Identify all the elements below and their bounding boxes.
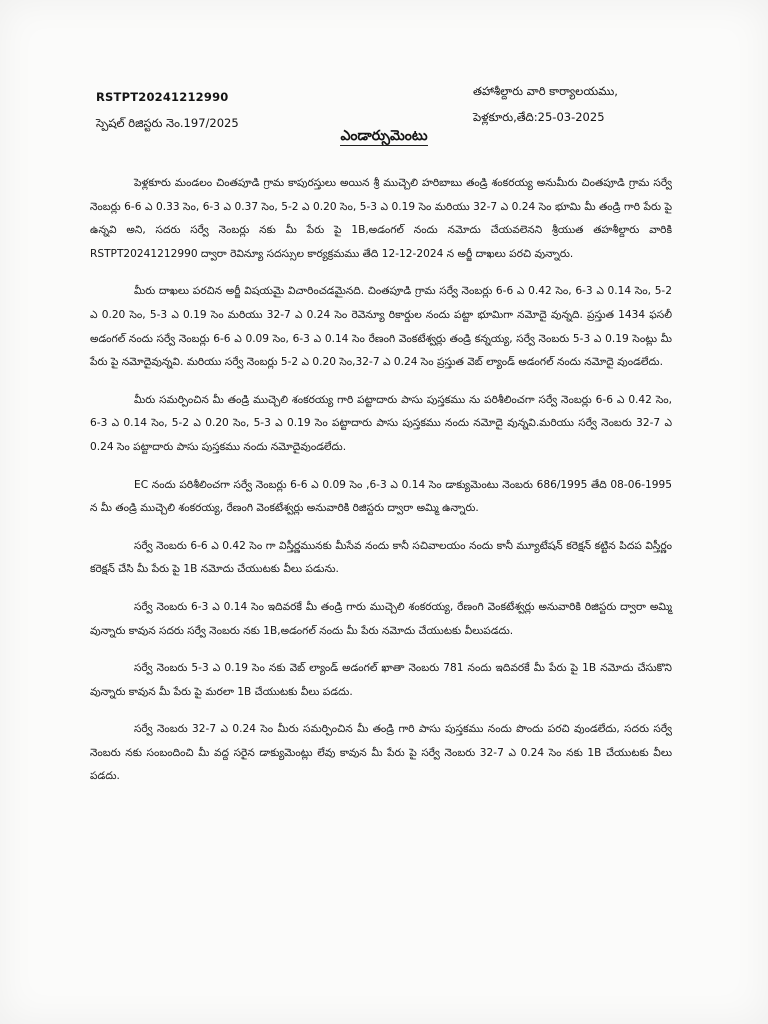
document-title: [0, 128, 768, 147]
paragraph-4: EC నందు పరిశీలించగా సర్వే నెంబర్లు 6-6 ఎ 0.09 సెం ,6-3 ఎ 0.14 సెం డాక్యుమెంటు నెంబరు 686/1995 తేది 08-06-1995 న మీ తండ్రి ముచ్చెలి శంకరయ్య, రేణంగి వెంకటేశ్వర్లు అనువారికి రిజిస్టరు ద్వారా అమ్మి ఉన్నారు.: [90, 478, 672, 515]
special-register-number: స్పెషల్ రిజిస్టరు నెం.197/2025: [96, 116, 239, 130]
place-date: పెళ్లకూరు,తేది:25-03-2025: [473, 110, 605, 124]
paragraph-7: సర్వే నెంబరు 5-3 ఎ 0.19 సెం నకు వెబ్ ల్యాండ్ అడంగల్ ఖాతా నెంబరు 781 నందు ఇదివరకే మీ పేరు పై 1B నమోదు చేసుకొని వున్నారు కావున మీ పేరు పై మరలా 1B చేయుటకు వీలు పడదు.: [90, 662, 672, 698]
paragraph-8: సర్వే నెంబరు 32-7 ఎ 0.24 సెం మీరు సమర్పించిన మీ తండ్రి గారి పాసు పుస్తకము నందు పొందు పరచి వుండలేదు, సదరు సర్వే నెంబరు నకు సంబందించి మీ వద్ద సరైన డాక్యుమెంట్లు లేవు కావున మీ పేరు పై సర్వే నెంబరు 32-7 ఎ 0.24 సెం నకు 1B చేయుటకు వీలు పడదు.: [90, 723, 672, 783]
document-title-text: ఎండార్సుమెంటు: [340, 128, 428, 144]
paragraph-5: సర్వే నెంబరు 6-6 ఎ 0.42 సెం గా విస్తీర్ణమునకు మీసేవ నందు కానీ సచివాలయం నందు కానీ మ్యూటేషన్ కరెక్షన్ కట్టిన పిదప విస్తీర్ణం కరెక్షన్ చేసి మీ పేరు పై 1B నమోదు చేయుటకు వీలు పడును.: [90, 539, 672, 576]
office-name: తహాశీల్దారు వారి కార్యాలయము,: [473, 84, 618, 98]
paragraph-6: సర్వే నెంబరు 6-3 ఎ 0.14 సెం ఇదివరకే మీ తండ్రి గారు ముచ్చెలి శంకరయ్య, రేణంగి వెంకటేశ్వర్లు అనువారికి రిజిస్టరు ద్వారా అమ్మి వున్నారు కావున సదరు సర్వే నెంబరు నకు 1B,అడంగల్ నందు మీ పేరు నమోదు చేయుటకు వీలుపడదు.: [90, 600, 672, 637]
paragraph-1: పెళ్లకూరు మండలం చింతపూడి గ్రామ కాపురస్తులు అయిన శ్రీ ముచ్చెలి హరిబాబు తండ్రి శంకరయ్య అనుమీరు చింతపూడి గ్రామ సర్వే నెంబర్లు 6-6 ఎ 0.33 సెం, 6-3 ఎ 0.37 సెం, 5-2 ఎ 0.20 సెం, 5-3 ఎ 0.19 సెం మరియు 32-7 ఎ 0.24 సెం భూమి మీ తండ్రి గారి పేరు పై ఉన్నవి అని, సదరు సర్వే నెంబర్లు నకు మీ పేరు పై 1B,అడంగల్ నందు నమోదు చేయవలెనని శ్రీయుత తహశీల్దారు వారికి RSTPT20241212990 ద్వారా రెవిన్యూ సదస్సుల కార్యక్రమము తేది 12-12-2024 న అర్జీ దాఖలు పరచి వున్నారు.: [90, 177, 672, 260]
header-right: [473, 78, 618, 130]
paragraph-2: మీరు దాఖలు పరచిన అర్జీ విషయమై విచారించడమైనది. చింతపూడి గ్రామ సర్వే నెంబర్లు 6-6 ఎ 0.42 సెం, 6-3 ఎ 0.14 సెం, 5-2 ఎ 0.20 సెం, 5-3 ఎ 0.19 సెం మరియు 32-7 ఎ 0.24 సెం రెవెన్యూ రికార్డుల నందు పట్టా భూమిగా నమోదై వున్నది. ప్రస్తుత 1434 ఫసలీ అడంగల్ నందు సర్వే నెంబర్లు 6-6 ఎ 0.09 సెం, 6-3 ఎ 0.14 సెం రేణంగి వెంకటేశ్వర్లు తండ్రి కన్నయ్య, సర్వే నెంబరు 5-3 ఎ 0.19 సెంట్లు మీ పేరు పై నమోదైవున్నవి. మరియు సర్వే నెంబర్లు 5-2 ఎ 0.20 సెం,32-7 ఎ 0.24 సెం ప్రస్తుత వెబ్ ల్యాండ్ అడంగల్ నందు నమోదై వుండలేదు.: [90, 285, 672, 369]
document-body: [90, 172, 672, 803]
reference-number: RSTPT20241212990: [96, 90, 229, 104]
paragraph-3: మీరు సమర్పించిన మీ తండ్రి ముచ్చెలి శంకరయ్య గారి పట్టాదారు పాసు పుస్తకము ను పరిశీలించగా సర్వే నెంబర్లు 6-6 ఎ 0.42 సెం, 6-3 ఎ 0.14 సెం, 5-2 ఎ 0.20 సెం, 5-3 ఎ 0.19 సెం పట్టాదారు పాసు పుస్తకము నందు నమోదై వున్నవి.మరియు సర్వే నెంబరు 32-7 ఎ 0.24 సెం పట్టాదారు పాసు పుస్తకము నందు నమోదైవుండలేదు.: [90, 393, 672, 453]
